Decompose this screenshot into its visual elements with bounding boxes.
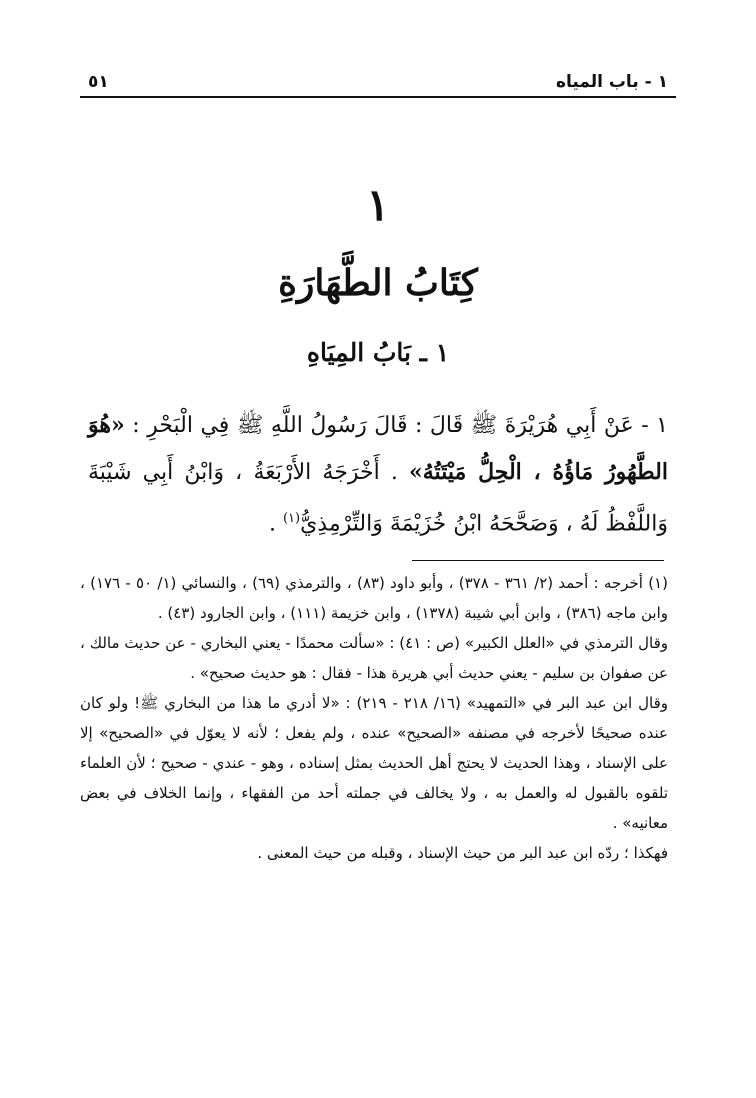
hadith-quote: «هُوَ الطَّهُورُ مَاؤُهُ ، الْحِلُّ مَيْتَتُهُ» bbox=[88, 412, 668, 485]
section-title: ١ ـ بَابُ المِيَاهِ bbox=[306, 338, 450, 367]
footnote-rule bbox=[412, 560, 664, 561]
footnote-1: (١) أخرجه : أحمد (٢/ ٣٦١ - ٣٧٨) ، وأبو داود (٨٣) ، والترمذي (٦٩) ، والنسائي (١/ ٥٠ - ١٧٦) ، وابن ماجه (٣٨٦) ، وابن أبي شيبة (١٣٧٨) ، وابن خزيمة (١١١) ، وابن الجارود (٤٣) . bbox=[80, 574, 668, 622]
hadith-intro: ١ - عَنْ أَبِي هُرَيْرَةَ ﷺ قَالَ : قَالَ رَسُولُ اللَّهِ ﷺ فِي الْبَحْرِ : bbox=[124, 413, 668, 438]
footnote-paragraph: فهكذا ؛ ردّه ابن عبد البر من حيث الإسناد ، وقبله من حيث المعنى . bbox=[257, 844, 668, 862]
running-head-section: ١ - باب المياه bbox=[555, 72, 668, 92]
hadith-end: . bbox=[268, 511, 283, 537]
book-title: كِتَابُ الطَّهَارَةِ bbox=[278, 262, 478, 304]
footnote-marker: (١) bbox=[282, 511, 301, 526]
footnote-paragraph: وقال الترمذي في «العلل الكبير» (ص : ٤١) : «سألت محمدًا - يعني البخاري - عن حديث مالك ، عن صفوان بن سليم - يعني حديث أبي هريرة هذا - فقال : هو حديث صحيح» . bbox=[80, 634, 668, 682]
header-rule bbox=[80, 96, 676, 98]
page-number: ٥١ bbox=[88, 72, 109, 92]
running-head bbox=[88, 62, 668, 92]
footnote-paragraph: وقال ابن عبد البر في «التمهيد» (١٦/ ٢١٨ - ٢١٩) : «لا أدري ما هذا من البخاري ﷺ! ولو كان عنده صحيحًا لأخرجه في مصنفه «الصحيح» عنده ، ولم يفعل ؛ لأنه لا يعوّل في «الصحيح» إلا على الإسناد ، وهذا الحديث لا يحتج أهل الحديث بمثل إسناده ، وهو - عندي - صحيح ؛ لأن العلماء تلقوه بالقبول له والعمل به ، ولا يخالف في جملته أحد من الفقهاء ، وإنما الخلاف في بعض معانيه» . bbox=[80, 694, 668, 832]
chapter-number: ١ bbox=[366, 180, 390, 231]
hadith-takhrij: . أَخْرَجَهُ الأَرْبَعَةُ ، وَابْنُ أَبِي شَيْبَةَ وَاللَّفْظُ لَهُ ، وَصَحَّحَهُ ابْنُ خُزَيْمَةَ وَالتِّرْمِذِيُّ bbox=[88, 460, 668, 537]
hadith-text bbox=[88, 402, 668, 547]
footnotes bbox=[80, 568, 668, 868]
